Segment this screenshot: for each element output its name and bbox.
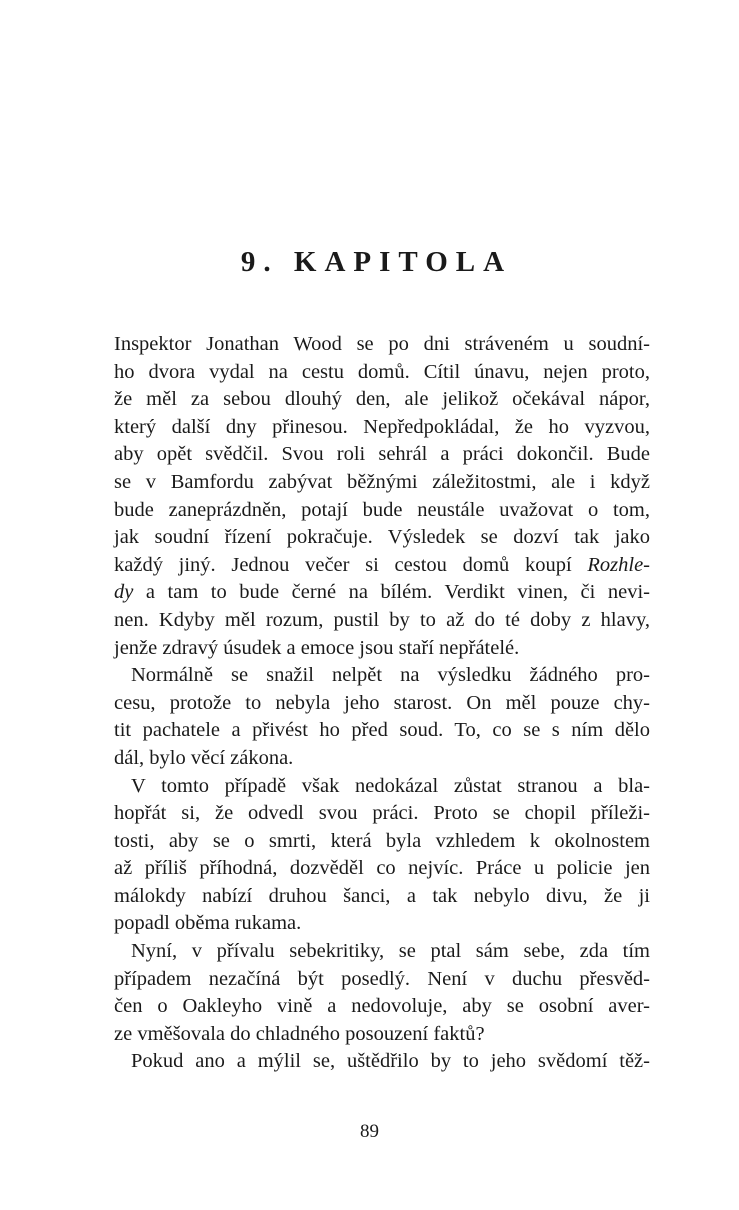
text-line: až příliš příhodná, dozvěděl co nejvíc. Práce u policie jen [114, 857, 650, 880]
text-line: ze vměšovala do chladného posouzení faktů? [114, 1022, 485, 1045]
text-line-with-italic [114, 579, 650, 607]
chapter-heading: 9. KAPITOLA [240, 246, 513, 278]
chapter-body-text [114, 331, 650, 1076]
text-line: případem nezačíná být posedlý. Není v duchu přesvěd- [114, 967, 650, 990]
text-line: popadl oběma rukama. [114, 912, 302, 935]
text-line: tosti, aby se o smrti, která byla vzhledem k okolnostem [114, 829, 650, 852]
italic-title-continuation: dy [114, 581, 134, 604]
text-line: Normálně se snažil nelpět na výsledku žádného pro- [131, 664, 650, 687]
text-line: jenže zdravý úsudek a emoce jsou staří nepřátelé. [114, 636, 520, 659]
page-number: 89 [360, 1121, 379, 1142]
text-line: ho dvora vydal na cestu domů. Cítil únavu, nejen proto, [114, 360, 650, 383]
text-line: Inspektor Jonathan Wood se po dni stráveném u soudní- [114, 333, 650, 355]
text-line: čen o Oakleyho vině a nedovoluje, aby se osobní aver- [114, 995, 650, 1018]
paragraph-2 [114, 662, 650, 772]
text-line: bude zaneprázdněn, potají bude neustále uvažovat o tom, [114, 498, 650, 521]
paragraph-4 [114, 938, 650, 1048]
text-line: aby opět svědčil. Svou roli sehrál a práci dokončil. Bude [114, 443, 650, 466]
text-line: jak soudní řízení pokračuje. Výsledek se dozví tak jako [114, 526, 650, 549]
text-line: který další dny přinesou. Nepředpokládal, že ho vyzvou, [114, 415, 650, 438]
text-line: V tomto případě však nedokázal zůstat stranou a bla- [131, 774, 650, 797]
text-line: že měl za sebou dlouhý den, ale jelikož očekával nápor, [114, 388, 650, 411]
text-segment: každý jiný. Jednou večer si cestou domů koupí [114, 553, 588, 576]
text-line: Pokud ano a mýlil se, uštědřilo by to jeho svědomí těž- [131, 1050, 650, 1073]
italic-title: Rozhle- [587, 553, 650, 576]
text-line-with-italic [114, 552, 650, 580]
text-segment: a tam to bude černé na bílém. Verdikt vinen, či nevi- [133, 581, 650, 604]
text-line: hopřát si, že odvedl svou práci. Proto se chopil příleži- [114, 802, 650, 825]
text-line: se v Bamfordu zabývat běžnými záležitostmi, ale i když [114, 470, 650, 493]
paragraph-3 [114, 773, 650, 939]
text-line: dál, bylo věcí zákona. [114, 746, 294, 769]
text-line: cesu, protože to nebyla jeho starost. On měl pouze chy- [114, 691, 650, 714]
text-line: málokdy nabízí druhou šanci, a tak nebylo divu, že ji [114, 884, 650, 907]
paragraph-1 [114, 331, 650, 662]
text-line: tit pachatele a přivést ho před soud. To, co se s ním dělo [114, 719, 650, 742]
paragraph-5 [114, 1048, 650, 1076]
text-line: nen. Kdyby měl rozum, pustil by to až do té doby z hlavy, [114, 608, 650, 631]
text-line: Nyní, v přívalu sebekritiky, se ptal sám sebe, zda tím [131, 940, 650, 963]
